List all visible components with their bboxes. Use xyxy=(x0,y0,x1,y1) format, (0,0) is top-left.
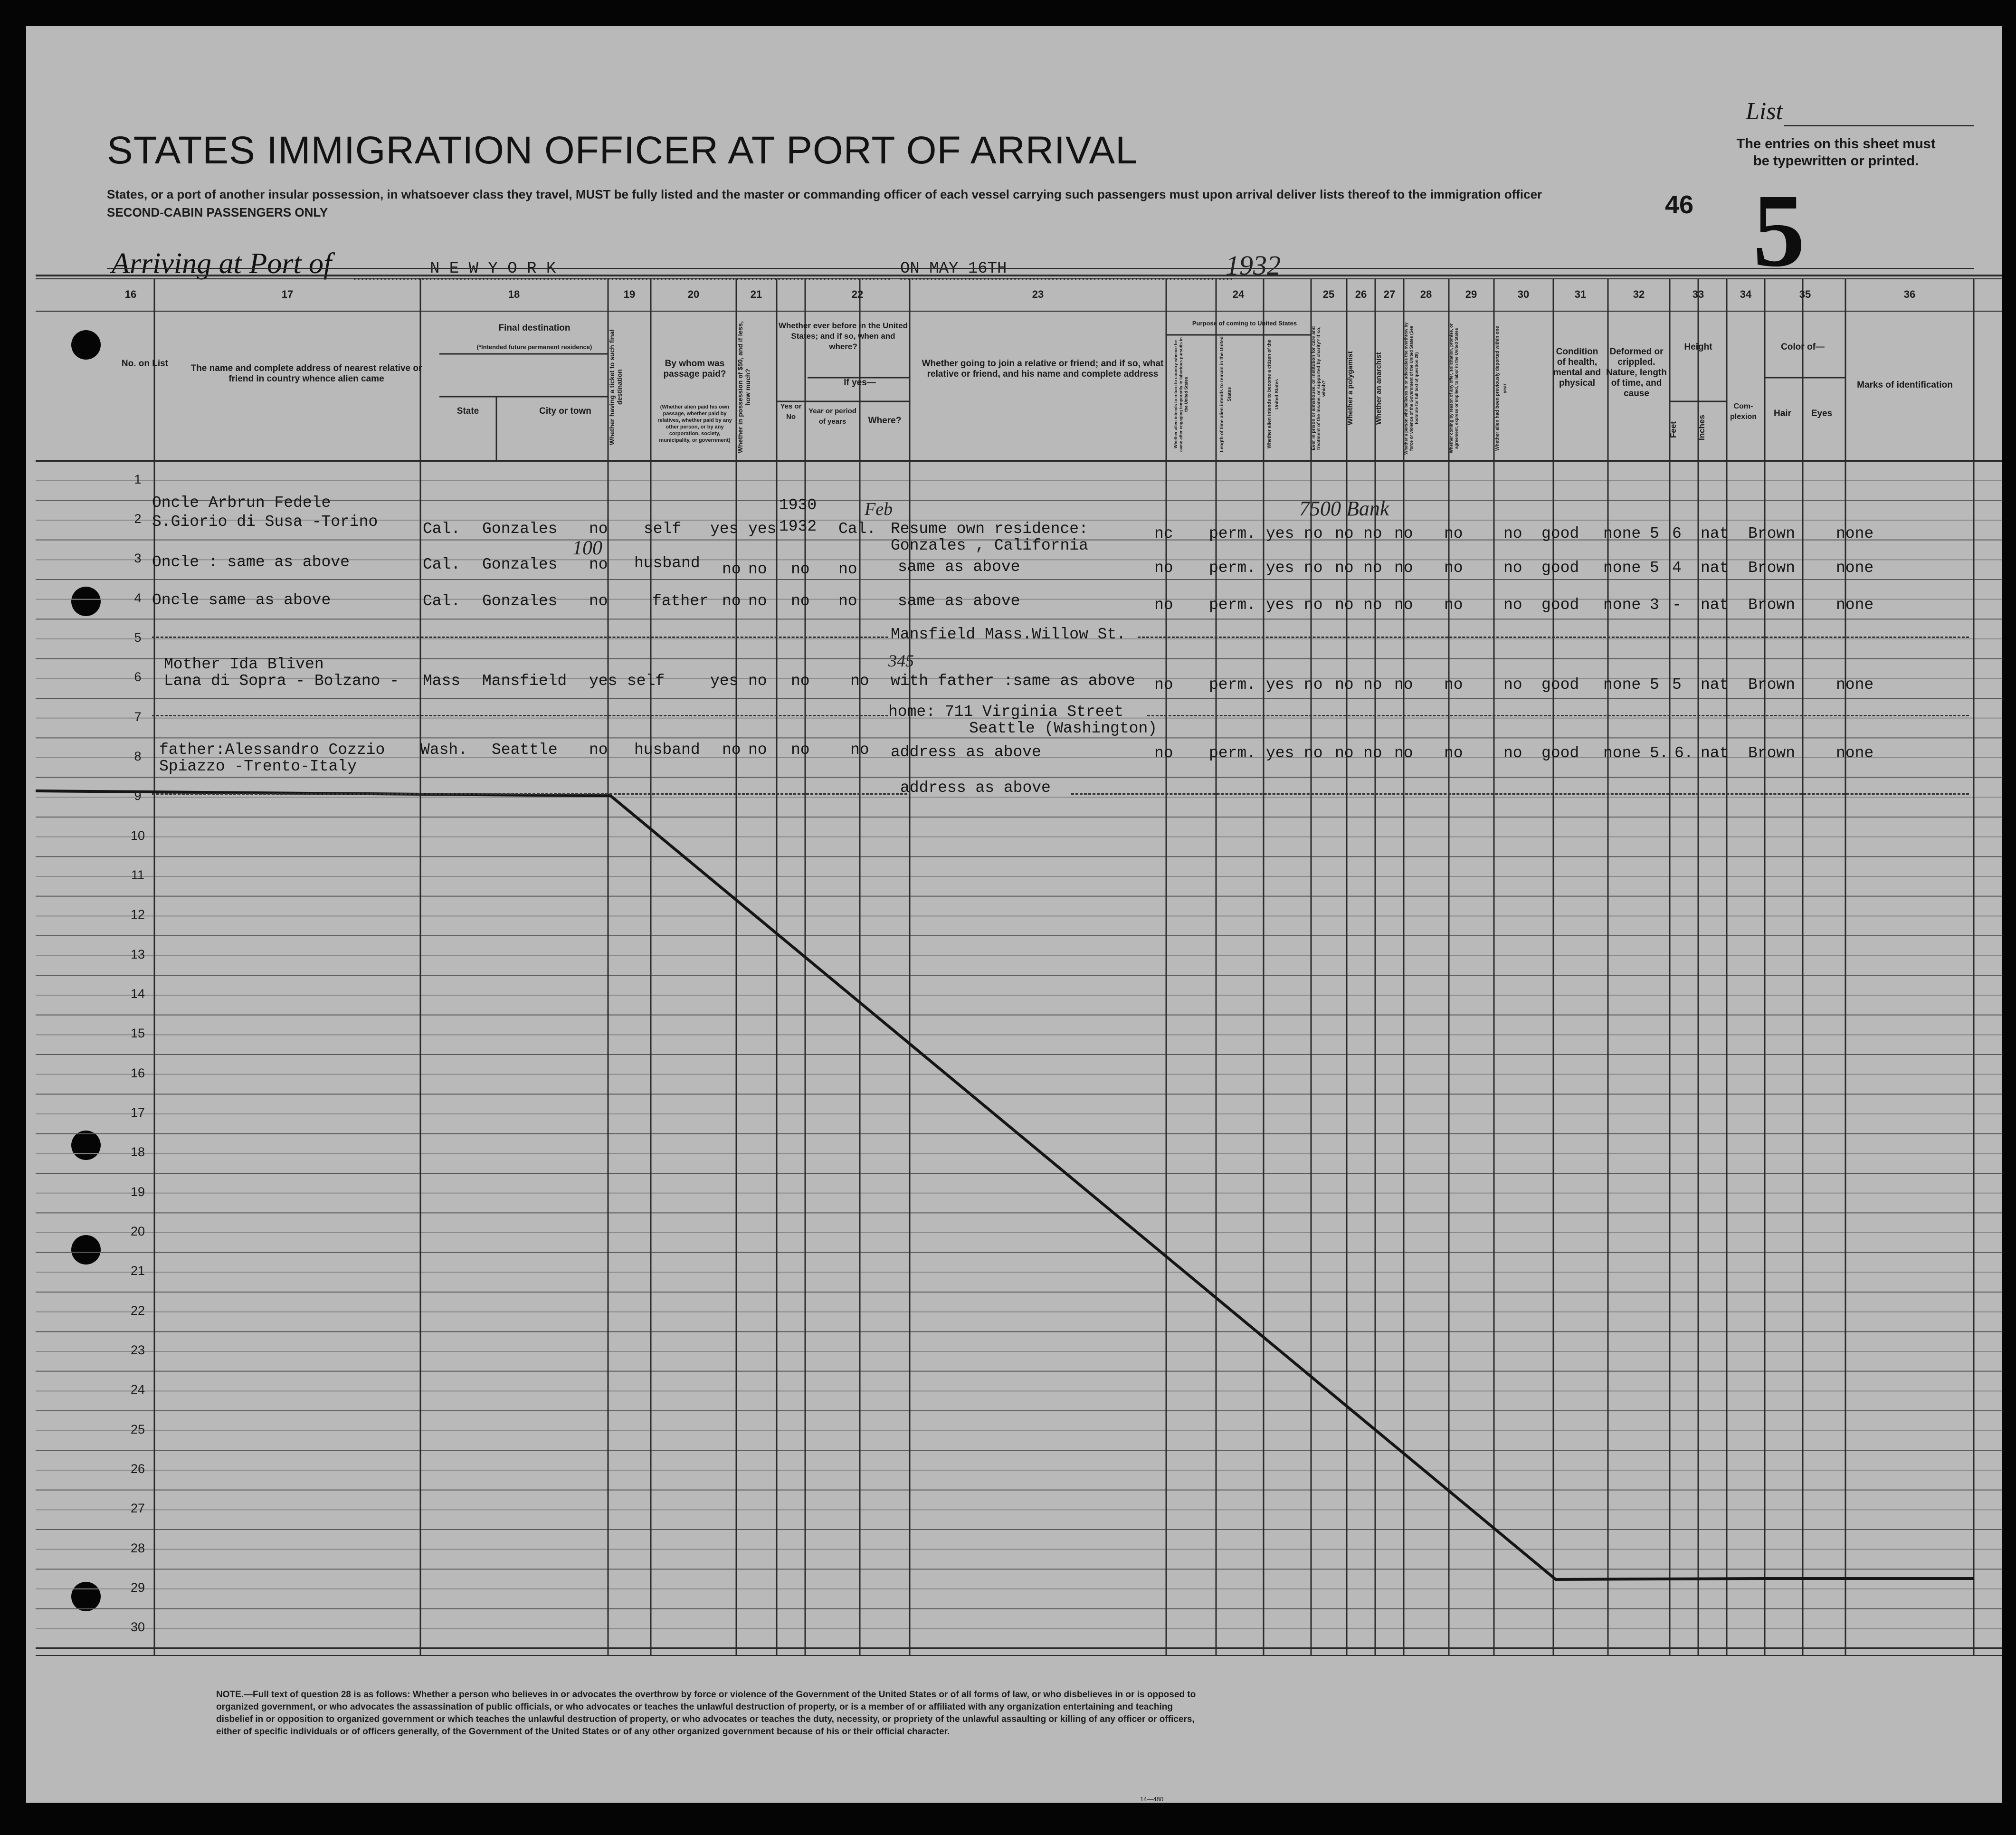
row-rules xyxy=(36,481,2002,1629)
column-number: 35 xyxy=(1799,288,1811,300)
year-value: 1932 xyxy=(1226,250,1281,281)
row7-relative: father:Alessandro Cozzio xyxy=(159,741,385,759)
row1-join-2: Gonzales , California xyxy=(891,537,1088,554)
column-number: 23 xyxy=(1032,288,1044,300)
column-number: 31 xyxy=(1574,288,1587,300)
row5-c25: no xyxy=(1304,676,1323,694)
row1-citizen: yes xyxy=(1266,525,1294,542)
header-city: City or town xyxy=(539,406,591,416)
header-purpose-citizen: Whether alien intends to become a citizen of the United States xyxy=(1267,340,1280,449)
row2-c25: no xyxy=(1304,559,1323,577)
row3-where: no xyxy=(838,592,857,610)
row7-citizen: yes xyxy=(1266,744,1294,762)
row1-year-1: 1930 xyxy=(779,496,817,514)
row6-join-2: Seattle (Washington) xyxy=(969,720,1158,737)
row3-year: no xyxy=(791,592,810,610)
row3-health: good xyxy=(1541,596,1579,614)
column-number: 33 xyxy=(1692,288,1704,300)
row8-dash xyxy=(152,793,907,795)
row-number: 26 xyxy=(130,1462,145,1476)
row2-feet: 5 xyxy=(1650,559,1659,577)
row3-fifty: no xyxy=(722,592,741,610)
row1-year-2: 1932 xyxy=(779,518,817,535)
row-number: 17 xyxy=(130,1105,145,1120)
header-deformed: Deformed or crippled. Nature, length of time, and cause xyxy=(1606,347,1667,399)
header-feet: Feet xyxy=(1669,421,1678,438)
row7-c29: no xyxy=(1444,744,1463,762)
header-complexion: Com-plexion xyxy=(1730,402,1757,421)
header-yes-no: Yes or No xyxy=(780,402,802,421)
handwritten-money-row5: 345 xyxy=(888,651,914,670)
row-number: 10 xyxy=(130,828,145,843)
row3-city: Gonzales xyxy=(482,592,558,610)
row2-before: no xyxy=(748,561,767,578)
row-number: 5 xyxy=(134,630,142,645)
row4-dash xyxy=(1138,637,1969,638)
row-number: 7 xyxy=(134,709,142,724)
row5-c26: no xyxy=(1335,676,1354,694)
row2-inches: 4 xyxy=(1672,559,1682,577)
row3-c26: no xyxy=(1335,596,1354,614)
row-number: 4 xyxy=(134,590,142,605)
column-number: 21 xyxy=(750,288,762,300)
row7-ticket: no xyxy=(589,741,608,759)
header-height: Height xyxy=(1684,342,1712,352)
column-number: 24 xyxy=(1232,288,1245,300)
row1-complexion: nat xyxy=(1701,525,1729,542)
column-number: 32 xyxy=(1633,288,1645,300)
row3-state: Cal. xyxy=(423,592,461,610)
handwritten-feb: Feb xyxy=(865,499,893,519)
row2-where: no xyxy=(838,561,857,578)
header-purpose-return: Whether alien intends to return to country whence he came after engaging temporarily in laborious pursuits in the United States xyxy=(1173,337,1189,452)
row7-length: perm. xyxy=(1209,744,1256,762)
row2-return: no xyxy=(1154,559,1173,577)
row-number: 8 xyxy=(134,749,142,763)
row-number: 16 xyxy=(130,1065,145,1080)
row1-length: perm. xyxy=(1209,525,1256,542)
subtitle-line: SECOND-CABIN PASSENGERS ONLY xyxy=(107,205,328,219)
row-number: 14 xyxy=(130,987,145,1001)
row5-feet: 5 xyxy=(1650,676,1659,694)
header-before-in-us: Whether ever before in the United States; and if so, when and where? xyxy=(778,321,908,351)
row-number: 24 xyxy=(130,1382,145,1397)
header-if-yes: If yes— xyxy=(844,378,876,388)
row3-join: same as above xyxy=(898,592,1020,610)
row7-relative-address: Spiazzo -Trento-Italy xyxy=(159,758,357,775)
row-number: 21 xyxy=(130,1264,145,1278)
row5-year: no xyxy=(791,672,810,690)
row-number: 20 xyxy=(130,1224,145,1238)
row7-marks: none xyxy=(1836,744,1874,762)
row7-return: no xyxy=(1154,744,1173,762)
row2-complexion: nat xyxy=(1701,559,1729,577)
row1-state: Cal. xyxy=(423,520,461,538)
column-number: 25 xyxy=(1322,288,1335,300)
subtitle-line: States, or a port of another insular possession, in whatsoever class they travel, MUST be fully listed and the master or commanding officer of each vessel carrying such passengers must upon arrival deliver lists thereof to the immigration officer xyxy=(107,187,1542,201)
row5-paid: self xyxy=(627,672,665,690)
column-number: 30 xyxy=(1517,288,1530,300)
row1-deformed: none xyxy=(1603,525,1641,542)
instruction-line: be typewritten or printed. xyxy=(1753,153,1919,169)
row7-paid: husband xyxy=(634,741,700,759)
row3-paid: father xyxy=(652,592,709,610)
header-where: Where? xyxy=(868,416,902,426)
row2-city: Gonzales xyxy=(482,556,558,573)
row1-where: Cal. xyxy=(838,520,876,538)
row2-state: Cal. xyxy=(423,556,461,573)
row2-health: good xyxy=(1541,559,1579,577)
row5-city: Mansfield xyxy=(482,672,567,690)
row3-relative: Oncle same as above xyxy=(152,591,331,609)
row3-deformed: none xyxy=(1603,596,1641,614)
row1-c28: no xyxy=(1394,525,1413,542)
row1-c29: no xyxy=(1444,525,1463,542)
row-number: 2 xyxy=(134,512,142,526)
row-number: 23 xyxy=(130,1343,145,1357)
row5-return: no xyxy=(1154,676,1173,694)
row6-dash xyxy=(1147,715,1969,716)
row5-state: Mass xyxy=(423,672,461,690)
column-number: 29 xyxy=(1465,288,1477,300)
row7-complexion: nat xyxy=(1701,744,1729,762)
row-number: 22 xyxy=(130,1303,145,1318)
port-value: N E W Y O R K xyxy=(430,260,556,278)
page-number: 5 xyxy=(1753,172,1805,288)
arriving-label: Arriving at Port of xyxy=(112,247,332,280)
row1-c26: no xyxy=(1335,525,1354,542)
row2-c30: no xyxy=(1503,559,1522,577)
row1-c30: no xyxy=(1503,525,1522,542)
column-number: 17 xyxy=(281,288,294,300)
sheet-number: 46 xyxy=(1665,190,1694,219)
row3-complexion: nat xyxy=(1701,596,1729,614)
header-condition: Condition of health, mental and physical xyxy=(1553,347,1601,388)
row5-ticket: yes xyxy=(589,672,618,690)
row7-feet: 5. xyxy=(1650,744,1669,762)
row3-return: no xyxy=(1154,596,1173,614)
row5-hair: Brown xyxy=(1748,676,1796,694)
header-hair: Hair xyxy=(1774,409,1791,418)
row7-hair: Brown xyxy=(1748,744,1796,762)
row2-deformed: none xyxy=(1603,559,1641,577)
row-number: 25 xyxy=(130,1422,145,1436)
row5-c28: no xyxy=(1394,676,1413,694)
row8-dash xyxy=(1071,793,1969,795)
row3-before: no xyxy=(748,592,767,610)
row1-ticket: no xyxy=(589,520,608,538)
row5-health: good xyxy=(1541,676,1579,694)
header-purpose: Purpose of coming to United States xyxy=(1192,320,1297,327)
row2-join: same as above xyxy=(898,558,1020,576)
row3-ticket: no xyxy=(589,592,608,610)
instruction-line: The entries on this sheet must xyxy=(1736,136,1936,152)
row7-c25: no xyxy=(1304,744,1323,762)
row-number: 19 xyxy=(130,1184,145,1199)
header-color-of: Color of— xyxy=(1781,342,1825,352)
column-number: 19 xyxy=(623,288,636,300)
row5-length: perm. xyxy=(1209,676,1256,694)
row2-ticket: no xyxy=(589,556,608,573)
handwritten-money-row1: 7500 Bank xyxy=(1299,497,1389,520)
row1-relative-address: S.Giorio di Susa -Torino xyxy=(152,513,378,531)
row2-paid: husband xyxy=(634,554,700,572)
header-nearest-relative: The name and complete address of nearest relative or friend in country whence alien came xyxy=(190,363,422,384)
header-purpose-length: Length of time alien intends to remain in the United States xyxy=(1219,336,1232,452)
row-number: 18 xyxy=(130,1145,145,1160)
column-number: 28 xyxy=(1420,288,1432,300)
row-number: 28 xyxy=(130,1540,145,1555)
column-number: 36 xyxy=(1903,288,1916,300)
header-state: State xyxy=(456,406,479,416)
row3-marks: none xyxy=(1836,596,1874,614)
row3-c30: no xyxy=(1503,596,1522,614)
row1-inches: 6 xyxy=(1672,525,1682,542)
handwritten-money-row2: 100 xyxy=(572,537,602,559)
header-deported: Whether alien had been previously deported within one year xyxy=(1495,326,1508,451)
row-number: 11 xyxy=(131,868,145,882)
row7-state: Wash. xyxy=(420,741,468,759)
row2-year: no xyxy=(791,561,810,578)
column-number: 34 xyxy=(1740,288,1752,300)
row5-join: with father :same as above xyxy=(891,672,1135,690)
row4-dash xyxy=(152,637,888,638)
header-no-on-list: No. on List xyxy=(121,359,169,369)
row5-deformed: none xyxy=(1603,676,1641,694)
column-number: 18 xyxy=(508,288,520,300)
row7-join: address as above xyxy=(891,743,1041,761)
row2-length: perm. xyxy=(1209,559,1256,577)
row3-c27: no xyxy=(1363,596,1382,614)
header-year-period: Year or period of years xyxy=(808,407,856,426)
row5-inches: 5 xyxy=(1672,676,1682,694)
row7-c26: no xyxy=(1335,744,1354,762)
row2-citizen: yes xyxy=(1266,559,1294,577)
form-number: 14—480 xyxy=(1140,1796,1164,1803)
row3-citizen: yes xyxy=(1266,596,1294,614)
row7-year: no xyxy=(791,741,810,759)
row7-c30: no xyxy=(1503,744,1522,762)
header-eyes: Eyes xyxy=(1811,409,1833,418)
row-number: 3 xyxy=(134,551,142,566)
column-number: 16 xyxy=(124,288,137,300)
row6-dash xyxy=(152,715,888,716)
row-number: 29 xyxy=(130,1580,145,1595)
row7-where: no xyxy=(850,741,869,759)
row5-relative-address: Lana di Sopra - Bolzano - xyxy=(164,672,399,690)
row-number: 15 xyxy=(130,1026,145,1041)
row5-complexion: nat xyxy=(1701,676,1729,694)
row5-before: no xyxy=(748,672,767,690)
row-number: 6 xyxy=(134,670,142,685)
row3-hair: Brown xyxy=(1748,596,1796,614)
row1-health: good xyxy=(1541,525,1579,542)
row7-health: good xyxy=(1541,744,1579,762)
row3-c29: no xyxy=(1444,596,1463,614)
row1-relative: Oncle Arbrun Fedele xyxy=(152,494,331,512)
row2-hair: Brown xyxy=(1748,559,1796,577)
header-marks: Marks of identification xyxy=(1857,380,1953,390)
row2-c28: no xyxy=(1394,559,1413,577)
row2-marks: none xyxy=(1836,559,1874,577)
row1-paid: self xyxy=(644,520,682,538)
row-number: 12 xyxy=(130,907,145,922)
row5-c29: no xyxy=(1444,676,1463,694)
row2-fifty: no xyxy=(722,561,741,578)
row1-before: yes xyxy=(748,520,777,538)
row1-fifty: yes xyxy=(710,520,739,538)
row5-relative: Mother Ida Bliven xyxy=(164,656,324,673)
row8-join: address as above xyxy=(900,779,1051,797)
header-passage-note: (Whether alien paid his own passage, whether paid by relatives, whether paid by any other person, or by any corporation, society, municipality, or government) xyxy=(657,404,732,443)
header-overthrow: Whether a person who believes in or advocates the overthrow by force or violence of the Government of the United States (See footnote for full text of question 28) xyxy=(1404,322,1419,455)
row1-marks: none xyxy=(1836,525,1874,542)
list-label: List xyxy=(1746,98,1783,125)
column-number: 26 xyxy=(1355,288,1367,300)
row4-join: Mansfield Mass.Willow St. xyxy=(891,626,1126,643)
cancel-line xyxy=(36,791,1974,1579)
row5-c30: no xyxy=(1503,676,1522,694)
row5-c27: no xyxy=(1363,676,1382,694)
row3-c25: no xyxy=(1304,596,1323,614)
footnote-question-28: NOTE.—Full text of question 28 is as follows: Whether a person who believes in or advocates the overthrow by force or violence of the Government of the United States or of all forms of law, or who disbelieves in or is opposed to organized government, or who advocates the assassination of public officials, or who advocates or teaches the unlawful destruction of property, or is a member of or affiliated with any organization entertaining and teaching disbelief in or opposition to organized government or which teaches the unlawful destruction of property, or who advocates or teaches the duty, necessity, or propriety of the unlawful assaulting or killing of any officer or officers, either of specific individuals or of officers generally, of the Government of the United States or of any other organized government because of his or their official character. xyxy=(216,1690,1196,1737)
row3-feet: 3 xyxy=(1650,596,1659,614)
row6-join: home: 711 Virginia Street xyxy=(888,703,1124,721)
row2-c29: no xyxy=(1444,559,1463,577)
column-number: 27 xyxy=(1383,288,1396,300)
row7-fifty: no xyxy=(722,741,741,759)
row5-citizen: yes xyxy=(1266,676,1294,694)
header-prison: Ever in prison or almshouse, or institution for care and treatment of the insane, or supported by charity? If so, which? xyxy=(1311,326,1327,451)
column-number: 22 xyxy=(851,288,864,300)
header-contract-labor: Whether coming by reason of any offer, solicitation, promise, or agreement, express or implied, to labor in the United States xyxy=(1449,323,1459,454)
row3-inches: - xyxy=(1672,596,1682,614)
row3-length: perm. xyxy=(1209,596,1256,614)
row2-relative: Oncle : same as above xyxy=(152,553,350,571)
row2-c26: no xyxy=(1335,559,1354,577)
header-final-destination-note: (*Intended future permanent residence) xyxy=(476,343,592,351)
row-number: 13 xyxy=(130,947,145,961)
row1-c27: no xyxy=(1363,525,1382,542)
row-number: 1 xyxy=(134,472,142,486)
row5-where: no xyxy=(850,672,869,690)
manifest-sheet xyxy=(26,26,2002,1803)
row1-c25: no xyxy=(1304,525,1323,542)
row1-city: Gonzales xyxy=(482,520,558,538)
header-inches: Inches xyxy=(1697,415,1706,440)
row7-city: Seattle xyxy=(492,741,558,759)
row-number: 27 xyxy=(130,1501,145,1516)
column-number: 20 xyxy=(687,288,700,300)
header-polygamist: Whether a polygamist xyxy=(1346,351,1354,426)
header-anarchist: Whether an anarchist xyxy=(1375,352,1383,425)
header-final-destination: Final destination xyxy=(498,323,571,333)
row7-c28: no xyxy=(1394,744,1413,762)
row7-inches: 6. xyxy=(1674,744,1693,762)
row-number: 30 xyxy=(130,1620,145,1635)
row2-c27: no xyxy=(1363,559,1382,577)
row7-c27: no xyxy=(1363,744,1382,762)
row3-c28: no xyxy=(1394,596,1413,614)
row1-hair: Brown xyxy=(1748,525,1796,542)
row5-fifty: yes xyxy=(710,672,739,690)
form-title: STATES IMMIGRATION OFFICER AT PORT OF ARRIVAL xyxy=(107,129,1138,172)
row7-deformed: none xyxy=(1603,744,1641,762)
row-number: 9 xyxy=(134,789,142,803)
row1-return: nc xyxy=(1154,525,1173,542)
header-joining: Whether going to join a relative or friend; and if so, what relative or friend, and his name and complete address xyxy=(922,359,1164,379)
header-possession: Whether in possession of $50, and if less, how much? xyxy=(736,321,751,453)
row1-join: Resume own residence: xyxy=(891,520,1088,538)
row5-marks: none xyxy=(1836,676,1874,694)
column-rules xyxy=(154,279,1974,1655)
header-passage-paid: By whom was passage paid? xyxy=(663,359,726,379)
date-value: ON MAY 16TH xyxy=(900,260,1007,278)
row7-before: no xyxy=(748,741,767,759)
header-ticket: Whether having a ticket to such final destination xyxy=(608,329,623,445)
row1-feet: 5 xyxy=(1650,525,1659,542)
